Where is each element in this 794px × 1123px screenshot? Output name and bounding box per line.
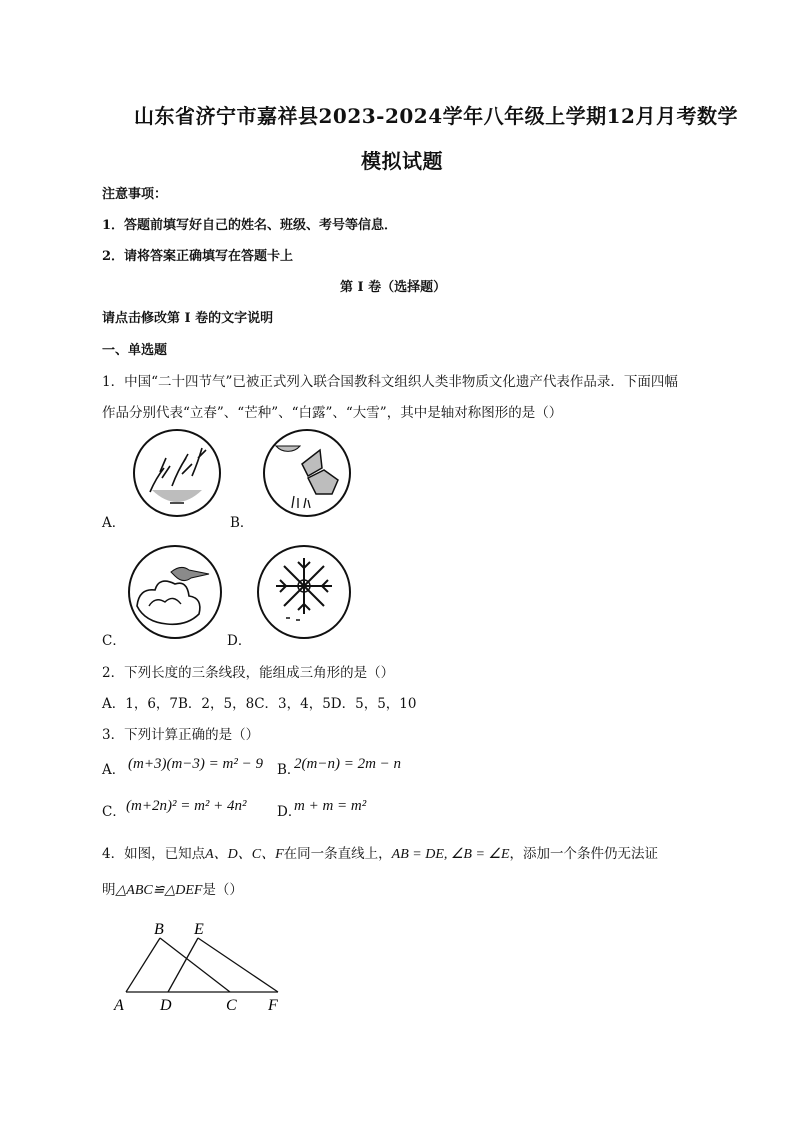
point-label-d: D <box>160 997 172 1014</box>
q1-stem-line2: 作品分别代表“立春”、“芒种”、“白露”、“大雪”，其中是轴对称图形的是（） <box>102 405 563 421</box>
segment-ef <box>198 938 278 992</box>
doc-title-line2: 模拟试题 <box>361 149 443 173</box>
segment-de <box>168 938 198 992</box>
q3-option-a-label: A． <box>102 762 126 778</box>
notice-heading: 注意事项： <box>102 187 168 202</box>
q3-option-b-label: B． <box>277 762 301 778</box>
q1-option-a-label: A． <box>102 515 126 531</box>
q1-option-a-image <box>132 428 222 518</box>
point-label-c: C <box>226 997 237 1014</box>
volume-instruction: 请点击修改第 I 卷的文字说明 <box>102 311 274 326</box>
q3-option-c: (m+2n)² = m² + 4n² <box>126 798 247 814</box>
segment-bc <box>160 938 230 992</box>
q4-condition: AB = DE, ∠B = ∠E <box>391 847 510 862</box>
q1-option-b-label: B． <box>230 515 254 531</box>
q4-stem-part4: 明 <box>102 882 116 898</box>
q3-stem: 3．下列计算正确的是（） <box>102 727 260 743</box>
volume-heading: 第 I 卷（选择题） <box>340 280 447 295</box>
segment-ab <box>126 938 160 992</box>
doc-title-line1: 山东省济宁市嘉祥县2023-2024学年八年级上学期12月月考数学 <box>134 104 738 128</box>
notice-item-2: 2．请将答案正确填写在答题卡上 <box>102 249 294 264</box>
q1-option-c-image <box>127 544 223 640</box>
q4-points: A、D、C、F <box>205 847 284 862</box>
q4-stem-line1 <box>102 842 658 863</box>
q3-option-c-label: C． <box>102 804 126 820</box>
q2-options: A．1，6，7B．2，5，8C．3，4，5D．5，5，10 <box>102 696 417 712</box>
q4-stem-part5: 是（） <box>202 882 243 898</box>
q4-stem-part1: 4．如图，已知点 <box>102 846 206 862</box>
q2-stem: 2．下列长度的三条线段，能组成三角形的是（） <box>102 665 395 681</box>
point-label-e: E <box>194 921 204 938</box>
q1-option-b-image <box>262 428 352 518</box>
point-label-b: B <box>154 921 164 938</box>
q3-option-d: m + m = m² <box>294 798 367 814</box>
point-label-a: A <box>114 997 124 1014</box>
q4-congruence: △ABC≌△DEF <box>115 883 203 898</box>
q4-stem-part3: ，添加一个条件仍无法证 <box>509 846 659 862</box>
q3-option-a: (m+3)(m−3) = m² − 9 <box>128 756 263 772</box>
q1-stem-line1: 1．中国“二十四节气”已被正式列入联合国教科文组织人类非物质文化遗产代表作品录．下面四幅 <box>102 374 678 390</box>
q1-option-d-label: D． <box>227 633 252 649</box>
q4-stem-line2 <box>102 878 243 899</box>
q1-option-c-label: C． <box>102 633 126 649</box>
q1-option-d-image <box>256 544 352 640</box>
q3-option-d-label: D． <box>277 804 302 820</box>
question-type-heading: 一、单选题 <box>102 343 168 358</box>
q4-stem-part2: 在同一条直线上， <box>283 846 392 862</box>
notice-item-1: 1．答题前填写好自己的姓名、班级、考号等信息． <box>102 218 398 233</box>
q4-figure <box>110 918 300 1018</box>
point-label-f: F <box>268 997 278 1014</box>
q3-option-b: 2(m−n) = 2m − n <box>294 756 402 772</box>
